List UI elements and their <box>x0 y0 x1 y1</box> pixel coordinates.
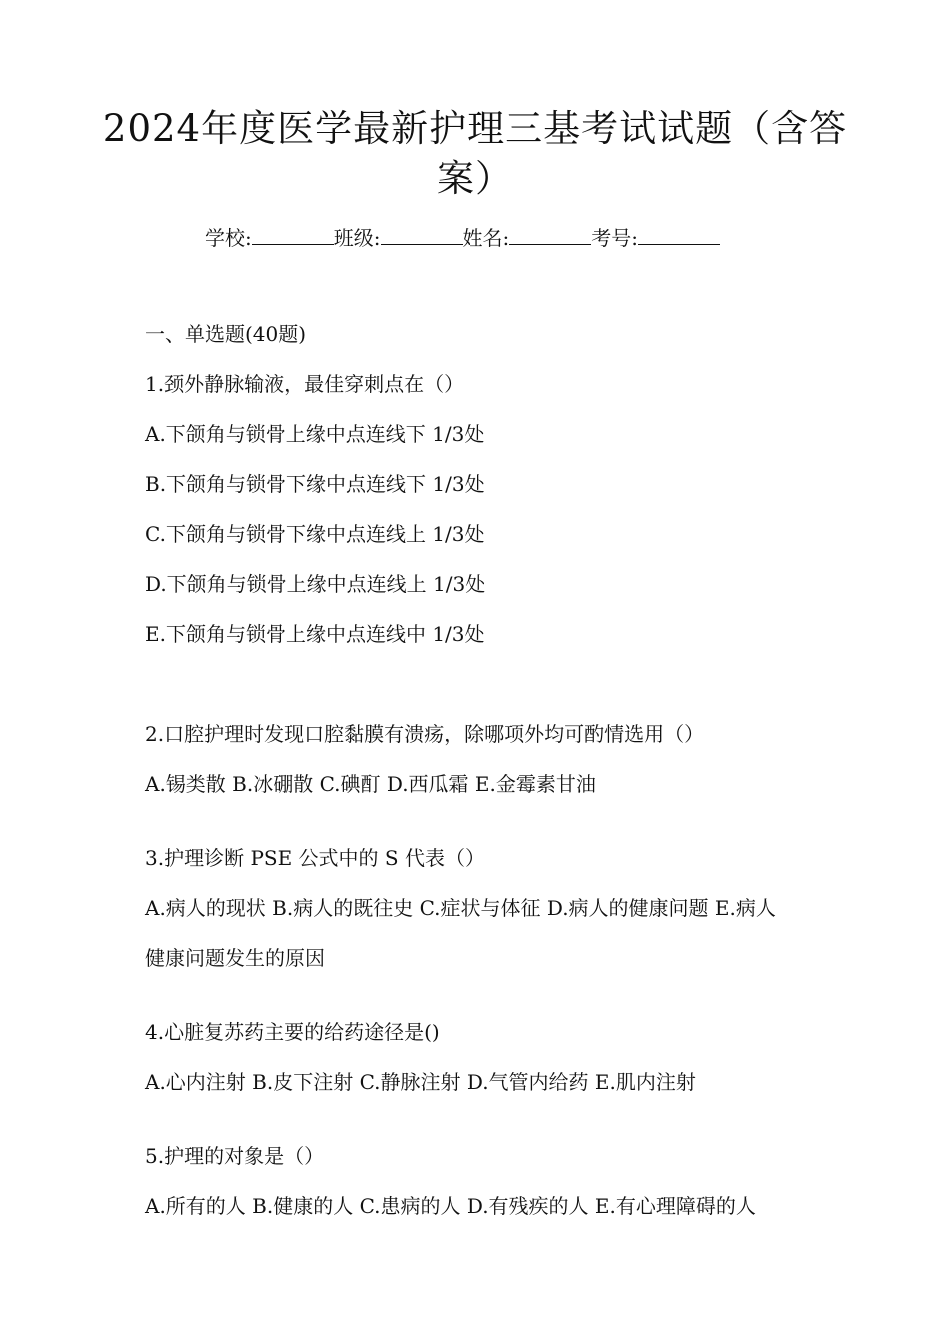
question-2-stem: 2.口腔护理时发现口腔黏膜有溃疡，除哪项外均可酌情选用（） <box>145 722 705 746</box>
name-blank <box>509 226 591 245</box>
question-5-options: A.所有的人 B.健康的人 C.患病的人 D.有残疾的人 E.有心理障碍的人 <box>145 1194 756 1218</box>
name-label: 姓名: <box>462 226 510 250</box>
question-3-options-line-1: A.病人的现状 B.病人的既往史 C.症状与体征 D.病人的健康问题 E.病人 <box>145 896 776 920</box>
class-label: 班级: <box>333 226 381 250</box>
class-blank <box>381 226 463 245</box>
exam-number-blank <box>638 226 720 245</box>
student-info-row <box>205 224 720 252</box>
question-3-stem: 3.护理诊断 PSE 公式中的 S 代表（） <box>145 846 485 870</box>
question-2-options: A.锡类散 B.冰硼散 C.碘酊 D.西瓜霜 E.金霉素甘油 <box>145 772 596 796</box>
question-3-options-line-2: 健康问题发生的原因 <box>145 946 325 970</box>
question-1-stem: 1.颈外静脉输液，最佳穿刺点在（） <box>145 372 465 396</box>
section-heading: 一、单选题(40题) <box>145 322 307 346</box>
school-blank <box>252 226 334 245</box>
document-title-line-2: 案） <box>437 157 513 200</box>
question-1-option-e: E.下颌角与锁骨上缘中点连线中 1/3处 <box>145 622 485 646</box>
question-1-option-c: C.下颌角与锁骨下缘中点连线上 1/3处 <box>145 522 485 546</box>
document-title-line-1: 2024年度医学最新护理三基考试试题（含答 <box>102 107 848 150</box>
question-4-stem: 4.心脏复苏药主要的给药途径是() <box>145 1020 440 1044</box>
class-field <box>334 224 463 252</box>
exam-number-label: 考号: <box>591 226 638 250</box>
name-field <box>463 224 592 252</box>
question-5-stem: 5.护理的对象是（） <box>145 1144 325 1168</box>
school-field <box>205 224 334 252</box>
school-label: 学校: <box>205 226 252 250</box>
exam-number-field <box>591 224 720 252</box>
question-1-option-d: D.下颌角与锁骨上缘中点连线上 1/3处 <box>145 572 486 596</box>
question-1-option-a: A.下颌角与锁骨上缘中点连线下 1/3处 <box>145 422 485 446</box>
question-4-options: A.心内注射 B.皮下注射 C.静脉注射 D.气管内给药 E.肌内注射 <box>145 1070 696 1094</box>
question-1-option-b: B.下颌角与锁骨下缘中点连线下 1/3处 <box>145 472 485 496</box>
